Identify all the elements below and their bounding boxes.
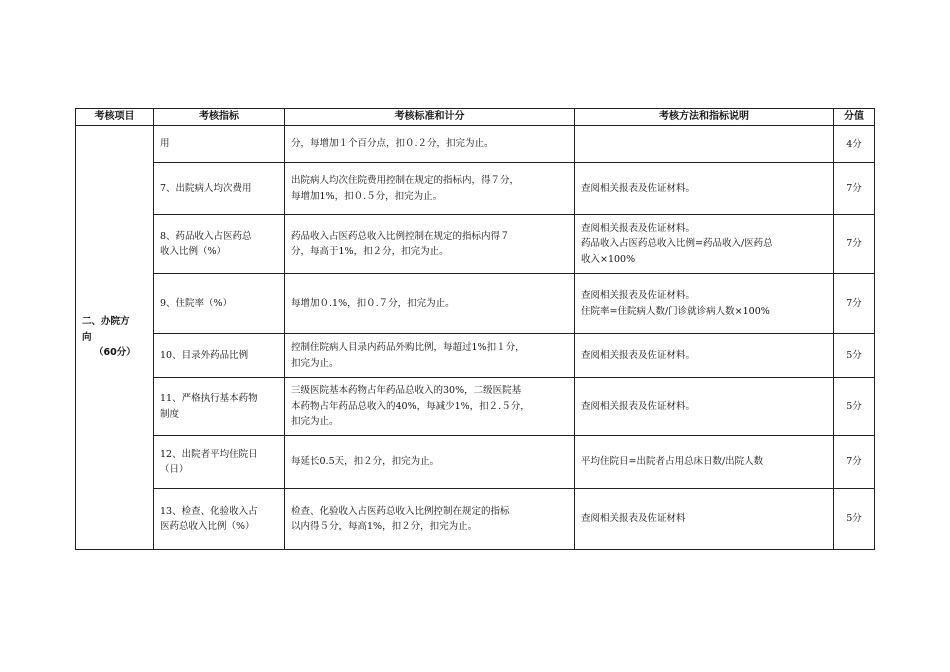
method-cell: 查阅相关报表及佐证材料。 药品收入占医药总收入比例=药品收入/医药总 收入×100% (575, 215, 834, 274)
table-row (76, 215, 875, 274)
category-cell (76, 126, 154, 550)
table-row (76, 163, 875, 215)
score-cell: 7分 (834, 274, 875, 334)
table-row (76, 436, 875, 489)
standard-cell: 药品收入占医药总收入比例控制在规定的指标内得７ 分，每高于1%，扣２分，扣完为止。 (285, 215, 575, 274)
table-row (76, 489, 875, 550)
standard-cell: 分，每增加１个百分点，扣０.２分，扣完为止。 (285, 126, 575, 163)
method-cell: 查阅相关报表及佐证材料。 (575, 334, 834, 378)
indicator-cell: 7、出院病人均次费用 (154, 163, 285, 215)
indicator-cell: 10、目录外药品比例 (154, 334, 285, 378)
method-cell: 查阅相关报表及佐证材料。 (575, 378, 834, 436)
indicator-cell: 13、检查、化验收入占 医药总收入比例（%） (154, 489, 285, 550)
score-cell: 5分 (834, 334, 875, 378)
table-row (76, 126, 875, 163)
table-row (76, 334, 875, 378)
method-cell: 查阅相关报表及佐证材料 (575, 489, 834, 550)
header-standard: 考核标准和计分 (285, 109, 575, 126)
score-cell: 5分 (834, 489, 875, 550)
score-cell: 7分 (834, 163, 875, 215)
header-score: 分值 (834, 109, 875, 126)
indicator-cell: 用 (154, 126, 285, 163)
standard-cell: 每增加０.1%，扣０.７分，扣完为止。 (285, 274, 575, 334)
indicator-cell: 12、出院者平均住院日 （日） (154, 436, 285, 489)
category-line3: （60分） (94, 347, 136, 359)
standard-cell: 三级医院基本药物占年药品总收入的30%，二级医院基 本药物占年药品总收入的40%，每减少1%，扣２.５分， 扣完为止。 (285, 378, 575, 436)
assessment-table (75, 108, 875, 550)
standard-cell: 检查、化验收入占医药总收入比例控制在规定的指标 以内得５分，每高1%，扣２分，扣完为止。 (285, 489, 575, 550)
score-cell: 4分 (834, 126, 875, 163)
table-row (76, 274, 875, 334)
standard-cell: 出院病人均次住院费用控制在规定的指标内，得７分， 每增加1%，扣０.５分，扣完为止。 (285, 163, 575, 215)
category-line1: 二、办院方 (82, 316, 130, 328)
header-method: 考核方法和指标说明 (575, 109, 834, 126)
method-cell (575, 126, 834, 163)
score-cell: 7分 (834, 436, 875, 489)
table-row (76, 378, 875, 436)
standard-cell: 控制住院病人目录内药品外购比例，每超过1%扣１分， 扣完为止。 (285, 334, 575, 378)
score-cell: 7分 (834, 215, 875, 274)
standard-cell: 每延长0.5天，扣２分，扣完为止。 (285, 436, 575, 489)
score-cell: 5分 (834, 378, 875, 436)
indicator-cell: 9、住院率（%） (154, 274, 285, 334)
header-indicator: 考核指标 (154, 109, 285, 126)
indicator-cell: 8、药品收入占医药总 收入比例（%） (154, 215, 285, 274)
method-cell: 查阅相关报表及佐证材料。 住院率=住院病人数/门诊就诊病人数×100% (575, 274, 834, 334)
method-cell: 查阅相关报表及佐证材料。 (575, 163, 834, 215)
method-cell: 平均住院日=出院者占用总床日数/出院人数 (575, 436, 834, 489)
category-line2: 向 (82, 331, 92, 343)
header-project: 考核项目 (76, 109, 154, 126)
header-row (76, 109, 875, 126)
indicator-cell: 11、严格执行基本药物 制度 (154, 378, 285, 436)
